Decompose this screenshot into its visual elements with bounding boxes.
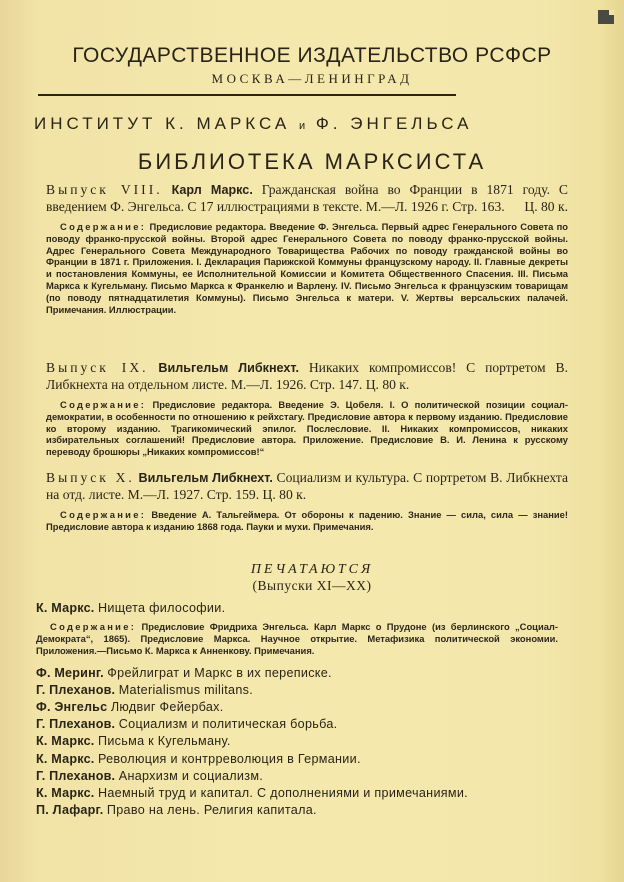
upcoming-title: Materialismus militans.	[118, 682, 254, 697]
publisher-name: ГОСУДАРСТВЕННОЕ ИЗДАТЕЛЬСТВО РСФСР	[72, 44, 552, 67]
publisher-city: МОСКВА—ЛЕНИНГРАД	[211, 71, 413, 86]
entry-price: Ц. 80 к.	[262, 486, 307, 502]
upcoming-author: Г. Плеханов.	[36, 682, 116, 697]
upcoming-author: Ф. Меринг.	[36, 665, 104, 680]
institute-and: и	[298, 120, 308, 132]
entry-title: Социализм и культура. С портретом В. Либкнехта на отд. листе. М.—Л. 1927. Стр. 159.	[46, 470, 568, 502]
upcoming-title: Право на лень. Религия капитала.	[106, 803, 317, 818]
institute-title	[34, 114, 472, 134]
upcoming-title: Нищета философии.	[97, 601, 226, 615]
list-item	[36, 733, 576, 750]
upcoming-title: Людвиг Фейербах.	[110, 700, 224, 714]
upcoming-author: К. Маркс.	[36, 601, 95, 615]
upcoming-title: Письма к Кугельману.	[97, 734, 231, 749]
entry-price: Ц. 80 к.	[524, 198, 568, 214]
list-item	[36, 682, 576, 699]
corner-mark	[598, 10, 614, 24]
entry-issue-9	[46, 360, 568, 458]
upcoming-first-contents	[36, 621, 558, 656]
header-rule	[38, 94, 456, 96]
entry-author: Вильгельм Либкнехт.	[158, 361, 299, 375]
upcoming-items	[36, 665, 576, 820]
issue-label: Выпуск X.	[46, 470, 135, 485]
entry-heading	[46, 182, 568, 215]
list-item	[36, 665, 576, 682]
upcoming-author: К. Маркс.	[36, 786, 95, 801]
entry-issue-10	[46, 470, 568, 533]
list-item	[36, 768, 576, 785]
upcoming-author: Г. Плеханов.	[36, 717, 116, 732]
contents-text: Введение А. Тальгеймера. От обороны к падению. Знание — сила, сила — знание! Предисловие автора к изданию 1868 года. Пауки и мухи. Примечания.	[46, 509, 569, 532]
series-title: БИБЛИОТЕКА МАРКСИСТА	[137, 149, 487, 174]
entry-contents	[46, 509, 568, 533]
entry-author: Вильгельм Либкнехт.	[138, 471, 273, 485]
contents-label: Содержание:	[50, 621, 137, 633]
entry-title: Гражданская война во Франции в 1871 году. С введением Ф. Энгельса. С 17 иллюстрациями в тексте. М.—Л. 1926 г. Стр. 163.	[46, 182, 568, 214]
entry-price: Ц. 80 к.	[365, 376, 410, 392]
upcoming-title: Анархизм и социализм.	[118, 768, 264, 783]
contents-label: Содержание:	[60, 509, 147, 520]
printing-heading: ПЕЧАТАЮТСЯ	[250, 562, 374, 577]
contents-text: Предисловие редактора. Введение Э. Цобеля. I. О политической позиции социал-демократии, в особенности по отношению к рейхстагу. Предисловие автора к первому изданию. Предисловие ко второму изданию. Трагикомический эпилог. Послесловие. II. Никаких компромиссов, никаких избирательных соглашений! Предисловие автора. Приложение. Предисловие В. И. Ленина к русскому переводу брошюры „Никаких компромиссов!“	[46, 399, 568, 458]
contents-label: Содержание:	[60, 399, 147, 410]
institute-part2: Ф. ЭНГЕЛЬСА	[315, 114, 473, 133]
upcoming-title: Фрейлиграт и Маркс в их переписке.	[107, 665, 332, 680]
upcoming-author: Ф. Энгельс	[36, 700, 108, 714]
list-item	[36, 802, 576, 819]
list-item	[36, 785, 576, 802]
entry-contents	[46, 221, 568, 315]
upcoming-item-first	[36, 600, 576, 617]
institute-part1: ИНСТИТУТ К. МАРКСА	[34, 114, 291, 133]
contents-text: Предисловие редактора. Введение Ф. Энгельса. Первый адрес Генерального Совета по поводу франко-прусской войны. Второй адрес Генерального Совета по поводу франко-прусской войны. Адрес Генерального Совета Международного Товарищества Рабочих по поводу гражданской войны во Франции в 1871 г. Приложения. I. Декларация Парижской Коммуны французскому народу. II. Главные декреты и постановления Коммуны, ее Исполнительной Комиссии и Комитета Общественного Спасения. III. Письма Маркса к Кугельману. Письмо Маркса к Франкелю и Варлену. IV. Письмо Энгельса к французским товарищам (по поводу пятнадцатилетия Коммуны). Письмо Энгельса к матери. V. Жертвы версальских палачей. Примечания. Иллюстрации.	[46, 221, 568, 315]
entry-heading	[46, 360, 568, 393]
upcoming-author: К. Маркс.	[36, 751, 95, 766]
upcoming-author: Г. Плеханов.	[36, 768, 116, 783]
printing-subheading: (Выпуски XI—XX)	[252, 578, 372, 593]
contents-text: Предисловие Фридриха Энгельса. Карл Маркс о Прудоне (из берлинского „Социал-Демократа“, 1865). Предисловие Маркса. Научное открытие. Метафизика политической экономии. Приложения.—Письмо К. Маркса к Анненкову. Примечания.	[36, 621, 559, 656]
upcoming-author: К. Маркс.	[36, 734, 95, 749]
upcoming-title: Революция и контрреволюция в Германии.	[97, 751, 361, 766]
upcoming-author: П. Лафарг.	[36, 803, 104, 818]
entry-heading	[46, 470, 568, 503]
entry-issue-8	[46, 182, 568, 315]
list-item	[36, 699, 576, 716]
upcoming-title: Социализм и политическая борьба.	[118, 717, 338, 732]
entry-author: Карл Маркс.	[171, 183, 253, 197]
issue-label: Выпуск VIII.	[46, 182, 163, 197]
contents-label: Содержание:	[60, 221, 147, 232]
list-item	[36, 751, 576, 768]
upcoming-list	[36, 600, 576, 819]
entry-contents	[46, 399, 568, 458]
upcoming-title: Наемный труд и капитал. С дополнениями и примечаниями.	[97, 786, 468, 801]
entry-title: Никаких компромиссов! С портретом В. Либкнехта на отдельном листе. М.—Л. 1926. Стр. 147.	[46, 360, 568, 392]
list-item	[36, 716, 576, 733]
issue-label: Выпуск IX.	[46, 360, 149, 375]
